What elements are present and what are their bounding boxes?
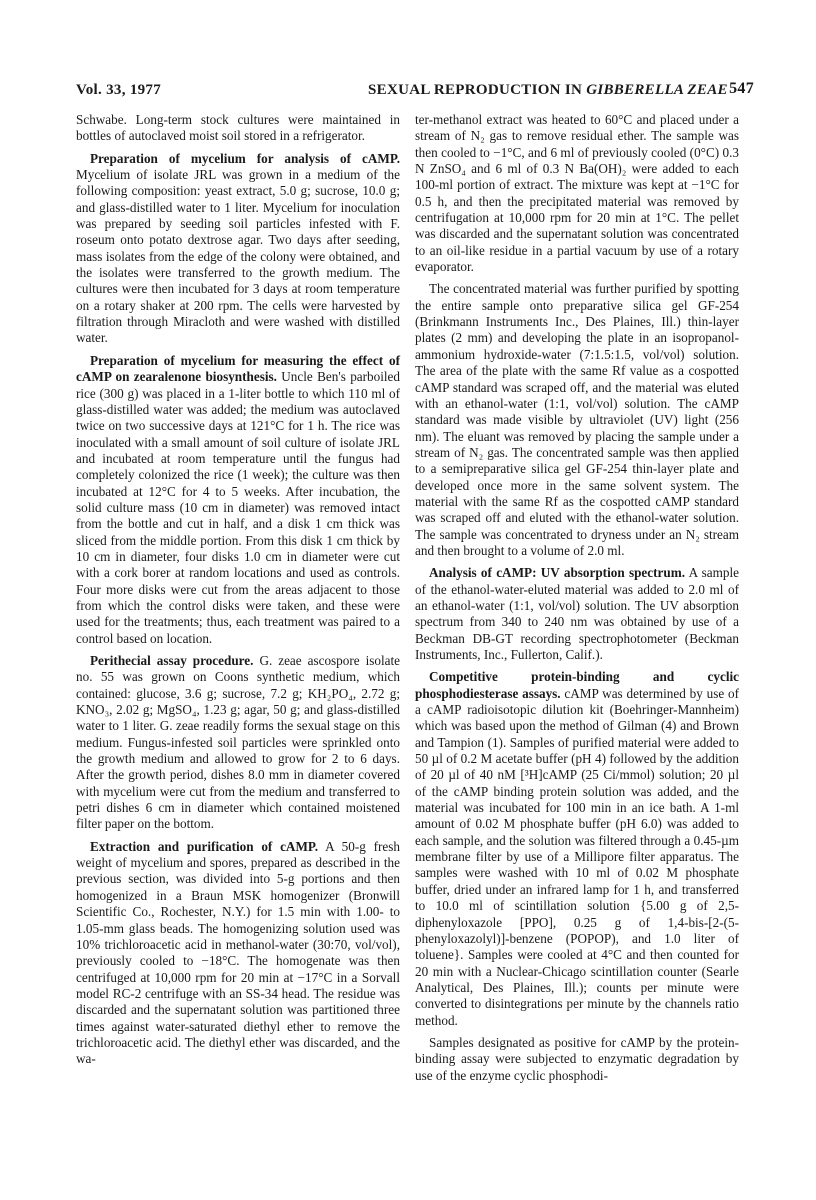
section-paragraph <box>415 669 739 1029</box>
section-paragraph <box>76 839 400 1068</box>
paragraph-text: Uncle Ben's parboiled rice (300 g) was placed in a 1-liter bottle to which 110 ml of glass-distilled water was added; the medium was autoclaved twice on two successive days at 121°C for 1 h. The rice was inoculated with a small amount of soil culture of isolate JRL and incubated at room temperature until the fungus had completely colonized the rice (1 week); the culture was then incubated at 12°C for 4 to 5 weeks. After incubation, the solid culture mass (10 cm in diameter) was removed intact from the bottle and cut in half, and a disk 1 cm thick was sliced from the middle portion. From this disk 1 cm thick by 10 cm in diameter, four disks 1.0 cm in diameter were cut with a cork borer at random locations and used as controls. Four more disks were cut from the areas adjacent to those from which the control disks were taken, and these were used for the treatments; thus, each treatment was paired to a control based on location. <box>76 369 400 646</box>
running-head <box>76 80 754 102</box>
section-heading: Preparation of mycelium for analysis of cAMP. <box>90 150 400 166</box>
paragraph-text: Samples designated as positive for cAMP by the protein-binding assay were subjected to enzymatic degradation by use of the enzyme cyclic phosphodi- <box>415 1034 739 1083</box>
section-paragraph <box>76 353 400 647</box>
body-paragraph <box>415 112 739 275</box>
paragraph-text: ter-methanol extract was heated to 60°C and placed under a stream of N₂ gas to remove residual ether. The sample was then cooled to −1°C, and 6 ml of previously cooled (0°C) 0.3 N ZnSO₄ and 6 ml of 0.3 N Ba(OH)₂ were added to each 100-ml portion of extract. The mixture was kept at −1°C for 0.5 h, and then the precipitated material was removed by centrifugation at 10,000 rpm for 20 min at 1°C. The pellet was discarded and the supernatant solution was concentrated to an oil-like residue in a partial vacuum by use of a rotary evaporator. <box>415 112 739 275</box>
section-heading: Preparation of mycelium for measuring the effect of cAMP on zearalenone biosynthesis. <box>76 352 400 385</box>
right-column <box>415 112 739 1090</box>
left-column <box>76 112 400 1074</box>
volume-label: Vol. 33, 1977 <box>76 82 162 98</box>
section-paragraph <box>415 565 739 663</box>
paragraph-text: A 50-g fresh weight of mycelium and spores, prepared as described in the previous section, was divided into 5-g portions and then homogenized in a Braun MSK homogenizer (Bronwill Scientific Co., Rochester, N.Y.) for 1.5 min with 1.00- to 1.05-mm glass beads. The homogenizing solution used was 10% trichloroacetic acid in methanol-water (30:70, vol/vol), previously cooled to −18°C. The homogenate was then centrifuged at 10,000 rpm for 20 min at −17°C in a Sorvall model RC-2 centrifuge with an SS-34 head. The residue was discarded and the supernatant solution was partitioned three times against water-saturated diethyl ether to remove the trichloroacetic acid. The diethyl ether was discarded, and the wa- <box>76 838 400 1067</box>
paragraph-text: Mycelium of isolate JRL was grown in a medium of the following composition: yeast extract, 5.0 g; sucrose, 10.0 g; and glass-distilled water to 1 liter. Mycelium for inoculation was prepared by seeding soil particles infested with F. roseum onto potato dextrose agar. Two days after seeding, mass isolates from the edge of the colony were obtained, and the isolates were transferred to the growth medium. The cultures were then incubated for 3 days at room temperature on a rotary shaker at 200 rpm. The cells were harvested by filtration through Miracloth and were washed with distilled water. <box>76 167 400 346</box>
body-paragraph <box>76 112 400 145</box>
running-title-prefix: SEXUAL REPRODUCTION IN <box>368 82 587 98</box>
section-heading: Analysis of cAMP: UV absorption spectrum. <box>429 565 685 581</box>
section-paragraph <box>76 653 400 833</box>
paragraph-text: A sample of the ethanol-water-eluted material was added to 2.0 ml of an ethanol-water (1:1, vol/vol) solution. The UV absorption spectrum from 340 to 240 nm was obtained by use of a Beckman DB-GT recording spectrophotometer (Beckman Instruments, Inc., Fullerton, Calif.). <box>415 565 739 662</box>
section-paragraph <box>76 151 400 347</box>
running-title <box>368 82 728 99</box>
section-heading: Perithecial assay procedure. <box>90 653 254 668</box>
body-paragraph <box>415 1035 739 1084</box>
paragraph-text: G. zeae ascospore isolate no. 55 was grown on Coons synthetic medium, which contained: glucose, 3.6 g; sucrose, 7.2 g; KH₂PO₄, 2.72 g; KNO₃, 2.02 g; MgSO₄, 1.23 g; agar, 50 g; and glass-distilled water to 1 liter. G. zeae readily forms the sexual stage on this medium. Fungus-infested soil particles were sprinkled onto the growth medium and allowed to grow for 2 to 6 days. After the growth period, dishes 8.0 mm in diameter covered with mycelium were cut from the medium and transferred to petri dishes 6 cm in diameter which contained moistened filter paper on the bottom. <box>76 653 401 832</box>
running-title-species: GIBBERELLA ZEAE <box>586 82 728 98</box>
paragraph-text: The concentrated material was further purified by spotting the entire sample onto preparative silica gel GF-254 (Brinkmann Instruments Inc., Des Plaines, Ill.) thin-layer plates (2 mm) and developing the plate in an isopropanol-ammonium hydroxide-water (7:1.5:1.5, vol/vol) solution. The area of the plate with the same Rf value as a cospotted cAMP standard was scraped off, and the material was eluted with an ethanol-water (1:1, vol/vol) solution. The cAMP standard was made visible by ultraviolet (UV) light (256 nm). The eluant was removed by placing the sample under a stream of N₂ gas. The concentrated sample was then applied to a semipreparative silica gel GF-254 thin-layer plate and developed once more in the same solvent system. The material with the same Rf as the cospotted cAMP standard was scraped off and eluted with the ethanol-water solution. The sample was concentrated to dryness under an N₂ stream and then brought to a volume of 2.0 ml. <box>415 281 739 558</box>
paragraph-text: cAMP was determined by use of a cAMP radioisotopic dilution kit (Boehringer-Mannheim) which was based upon the method of Gilman (4) and Brown and Tampion (1). Samples of purified material were added to 50 µl of 0.2 M acetate buffer (pH 4) followed by the addition of 20 µl of 40 nM [³H]cAMP (25 Ci/mmol) solution; 20 µl of the cAMP binding protein solution was added, and the material was incubated for 100 min in an ice bath. A 1-ml amount of 0.02 M phosphate buffer (pH 6.0) was added to each sample, and the solution was filtered through a 0.45-µm membrane filter by use of a Millipore filter apparatus. The samples were washed with 10 ml of 0.02 M phosphate buffer, dried under an infrared lamp for 1 h, and transferred to 10.0 ml of scintillation solution {5.00 g of 2,5-diphenyloxazole [PPO], 0.25 g of 1,4-bis-[2-(5-phenyloxazolyl)]-benzene (POPOP), and 1.0 liter of toluene}. Samples were cooled at 4°C and then counted for 20 min with a Nuclear-Chicago scintillation counter (Searle Analytical, Des Plaines, Ill.); counts per minute were converted to disintegrations per minute by the channels ratio method. <box>415 685 739 1028</box>
page-number: 547 <box>729 80 754 97</box>
section-heading: Competitive protein-binding and cyclic phosphodiesterase assays. <box>415 669 739 701</box>
paragraph-text: Schwabe. Long-term stock cultures were maintained in bottles of autoclaved moist soil stored in a refrigerator. <box>76 112 400 144</box>
body-paragraph <box>415 281 739 559</box>
section-heading: Extraction and purification of cAMP. <box>90 838 319 854</box>
